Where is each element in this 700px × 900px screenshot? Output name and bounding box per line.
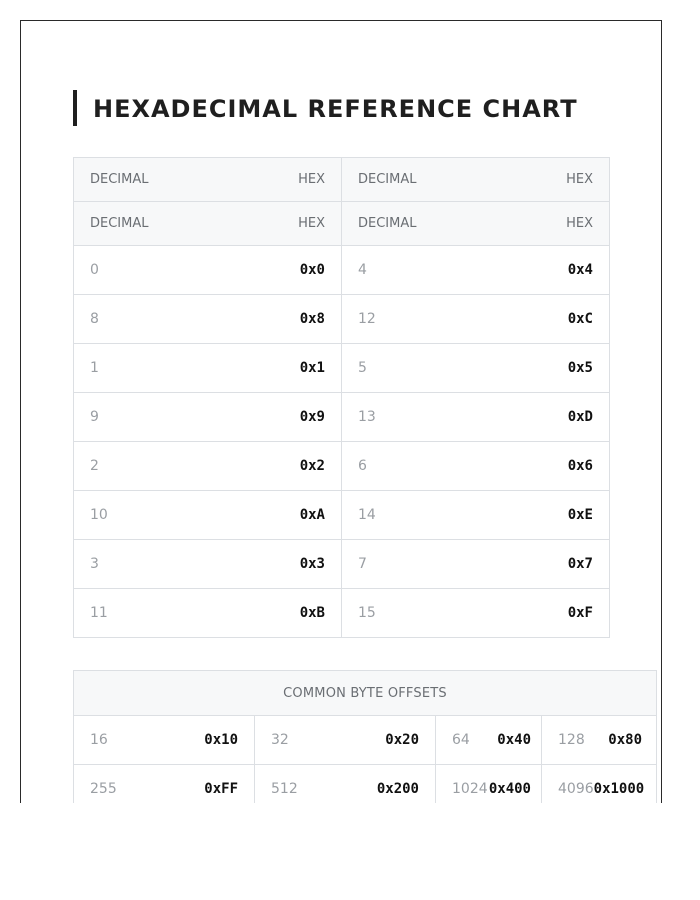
hex-value: 0xE bbox=[567, 507, 593, 523]
hex-value: 0x20 bbox=[385, 732, 419, 748]
hex-value: 0x0 bbox=[299, 262, 325, 278]
decimal-value: 128 bbox=[558, 732, 585, 748]
value-cell bbox=[342, 344, 610, 393]
hex-value: 0x8 bbox=[299, 311, 325, 327]
decimal-value: 512 bbox=[271, 781, 298, 797]
byte-offsets-title: COMMON BYTE OFFSETS bbox=[74, 671, 657, 716]
hex-value: 0x80 bbox=[608, 732, 642, 748]
decimal-value: 3 bbox=[90, 556, 99, 572]
header-cell bbox=[74, 202, 342, 246]
table-row bbox=[74, 246, 610, 295]
decimal-value: 7 bbox=[358, 556, 367, 572]
byte-offsets-table bbox=[73, 670, 657, 803]
hex-value: 0xA bbox=[299, 507, 325, 523]
hex-value: 0xFF bbox=[204, 781, 238, 797]
decimal-value: 4096 bbox=[558, 781, 594, 797]
decimal-value: 1024 bbox=[452, 781, 488, 797]
decimal-value: 13 bbox=[358, 409, 376, 425]
value-cell bbox=[342, 491, 610, 540]
decimal-value: 2 bbox=[90, 458, 99, 474]
table-header-row bbox=[74, 202, 610, 246]
value-cell bbox=[342, 246, 610, 295]
value-cell bbox=[74, 540, 342, 589]
offset-cell bbox=[436, 716, 542, 765]
hex-value: 0x3 bbox=[299, 556, 325, 572]
hex-value: 0x7 bbox=[567, 556, 593, 572]
table-row bbox=[74, 491, 610, 540]
value-cell bbox=[342, 442, 610, 491]
decimal-column-header: DECIMAL bbox=[90, 172, 149, 187]
decimal-value: 10 bbox=[90, 507, 108, 523]
value-cell bbox=[342, 540, 610, 589]
decimal-column-header: DECIMAL bbox=[90, 216, 149, 231]
hex-value: 0x6 bbox=[567, 458, 593, 474]
table-row bbox=[74, 765, 657, 804]
hex-column-header: HEX bbox=[566, 172, 593, 187]
decimal-value: 255 bbox=[90, 781, 117, 797]
hex-value: 0x200 bbox=[376, 781, 419, 797]
table-header-row bbox=[74, 158, 610, 202]
table-row bbox=[74, 442, 610, 491]
table-row bbox=[74, 716, 657, 765]
table-row bbox=[74, 295, 610, 344]
table-row bbox=[74, 344, 610, 393]
offset-cell bbox=[74, 716, 255, 765]
decimal-value: 6 bbox=[358, 458, 367, 474]
offset-cell bbox=[542, 716, 657, 765]
decimal-value: 12 bbox=[358, 311, 376, 327]
hex-reference-table bbox=[73, 157, 610, 638]
header-cell bbox=[342, 202, 610, 246]
hex-value: 0x10 bbox=[204, 732, 238, 748]
value-cell bbox=[74, 246, 342, 295]
value-cell bbox=[74, 442, 342, 491]
hex-value: 0xB bbox=[299, 605, 325, 621]
decimal-value: 8 bbox=[90, 311, 99, 327]
document-page bbox=[20, 20, 662, 803]
decimal-value: 14 bbox=[358, 507, 376, 523]
value-cell bbox=[342, 393, 610, 442]
hex-value: 0x1 bbox=[299, 360, 325, 376]
decimal-value: 5 bbox=[358, 360, 367, 376]
value-cell bbox=[342, 295, 610, 344]
decimal-value: 1 bbox=[90, 360, 99, 376]
header-cell bbox=[74, 158, 342, 202]
decimal-value: 0 bbox=[90, 262, 99, 278]
decimal-value: 4 bbox=[358, 262, 367, 278]
table-row bbox=[74, 540, 610, 589]
page-title: HEXADECIMAL REFERENCE CHART bbox=[93, 95, 578, 123]
offset-cell bbox=[436, 765, 542, 804]
table-row bbox=[74, 393, 610, 442]
value-cell bbox=[74, 491, 342, 540]
decimal-column-header: DECIMAL bbox=[358, 216, 417, 231]
hex-value: 0xC bbox=[567, 311, 593, 327]
table-row bbox=[74, 589, 610, 638]
hex-value: 0x40 bbox=[497, 732, 531, 748]
hex-value: 0x1000 bbox=[593, 781, 645, 797]
value-cell bbox=[74, 589, 342, 638]
decimal-value: 64 bbox=[452, 732, 470, 748]
header-cell bbox=[342, 158, 610, 202]
value-cell bbox=[74, 344, 342, 393]
hex-value: 0xF bbox=[567, 605, 593, 621]
offset-cell bbox=[255, 716, 436, 765]
value-cell bbox=[74, 393, 342, 442]
hex-value: 0x9 bbox=[299, 409, 325, 425]
hex-column-header: HEX bbox=[298, 216, 325, 231]
value-cell bbox=[74, 295, 342, 344]
decimal-column-header: DECIMAL bbox=[358, 172, 417, 187]
offset-cell bbox=[542, 765, 657, 804]
hex-value: 0xD bbox=[567, 409, 593, 425]
hex-value: 0x4 bbox=[567, 262, 593, 278]
offset-cell bbox=[74, 765, 255, 804]
decimal-value: 15 bbox=[358, 605, 376, 621]
hex-value: 0x400 bbox=[488, 781, 531, 797]
title-block bbox=[73, 90, 578, 126]
hex-value: 0x5 bbox=[567, 360, 593, 376]
decimal-value: 32 bbox=[271, 732, 289, 748]
decimal-value: 9 bbox=[90, 409, 99, 425]
value-cell bbox=[342, 589, 610, 638]
decimal-value: 11 bbox=[90, 605, 108, 621]
offset-cell bbox=[255, 765, 436, 804]
hex-column-header: HEX bbox=[566, 216, 593, 231]
hex-value: 0x2 bbox=[299, 458, 325, 474]
decimal-value: 16 bbox=[90, 732, 108, 748]
hex-column-header: HEX bbox=[298, 172, 325, 187]
